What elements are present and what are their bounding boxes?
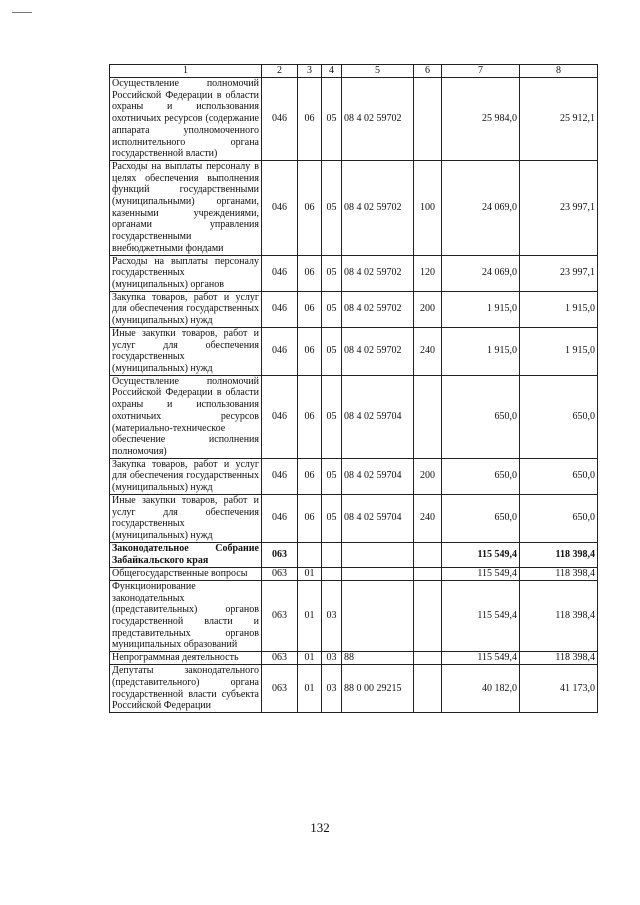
section-code: 06 (298, 160, 322, 255)
table-row (110, 567, 598, 580)
subsection-code: 05 (322, 291, 342, 327)
amount-year-2: 41 173,0 (520, 665, 598, 713)
target-article-code: 08 4 02 59702 (342, 327, 414, 375)
subsection-code: 05 (322, 494, 342, 542)
section-code: 06 (298, 78, 322, 161)
target-article-code: 08 4 02 59702 (342, 78, 414, 161)
subsection-code: 05 (322, 375, 342, 458)
amount-year-2: 118 398,4 (520, 652, 598, 665)
section-code: 01 (298, 567, 322, 580)
table-row (110, 327, 598, 375)
table-row (110, 375, 598, 458)
amount-year-2: 650,0 (520, 375, 598, 458)
target-article-code: 88 (342, 652, 414, 665)
section-code: 06 (298, 255, 322, 291)
amount-year-2: 650,0 (520, 458, 598, 494)
row-name: Расходы на выплаты персоналу в целях обеспечения выполнения функций государственными (муниципальными) органами, казенными учреждениями, органами управления государственными внебюджетными фондами (110, 160, 262, 255)
section-code: 06 (298, 327, 322, 375)
section-code (298, 542, 322, 567)
amount-year-1: 24 069,0 (442, 160, 520, 255)
section-code: 01 (298, 652, 322, 665)
table-row (110, 665, 598, 713)
table-row (110, 542, 598, 567)
amount-year-1: 115 549,4 (442, 652, 520, 665)
scan-corner-mark (12, 12, 32, 13)
subsection-code: 03 (322, 580, 342, 651)
amount-year-1: 40 182,0 (442, 665, 520, 713)
target-article-code (342, 580, 414, 651)
ministry-code: 046 (262, 255, 298, 291)
expense-type-code (414, 542, 442, 567)
ministry-code: 063 (262, 665, 298, 713)
column-number: 3 (298, 65, 322, 78)
amount-year-2: 118 398,4 (520, 567, 598, 580)
table-row (110, 580, 598, 651)
row-name: Функционирование законодательных (представительных) органов государственной власти и представительных органов муниципальных образований (110, 580, 262, 651)
section-code: 06 (298, 458, 322, 494)
amount-year-1: 24 069,0 (442, 255, 520, 291)
amount-year-2: 23 997,1 (520, 255, 598, 291)
column-number: 5 (342, 65, 414, 78)
row-name: Общегосударственные вопросы (110, 567, 262, 580)
target-article-code: 08 4 02 59704 (342, 375, 414, 458)
ministry-code: 046 (262, 78, 298, 161)
expense-type-code: 200 (414, 291, 442, 327)
subsection-code: 05 (322, 327, 342, 375)
amount-year-2: 118 398,4 (520, 542, 598, 567)
column-number: 4 (322, 65, 342, 78)
row-name: Законодательное Собрание Забайкальского края (110, 542, 262, 567)
expense-type-code: 100 (414, 160, 442, 255)
amount-year-1: 115 549,4 (442, 567, 520, 580)
section-code: 06 (298, 494, 322, 542)
expense-type-code (414, 375, 442, 458)
column-number: 1 (110, 65, 262, 78)
target-article-code: 08 4 02 59702 (342, 291, 414, 327)
amount-year-1: 1 915,0 (442, 327, 520, 375)
row-name: Расходы на выплаты персоналу государственных (муниципальных) органов (110, 255, 262, 291)
target-article-code: 88 0 00 29215 (342, 665, 414, 713)
amount-year-2: 650,0 (520, 494, 598, 542)
subsection-code: 03 (322, 652, 342, 665)
target-article-code: 08 4 02 59704 (342, 494, 414, 542)
expense-type-code: 200 (414, 458, 442, 494)
target-article-code (342, 542, 414, 567)
expense-type-code: 240 (414, 494, 442, 542)
ministry-code: 046 (262, 458, 298, 494)
ministry-code: 046 (262, 327, 298, 375)
column-number: 6 (414, 65, 442, 78)
amount-year-1: 115 549,4 (442, 542, 520, 567)
column-number: 2 (262, 65, 298, 78)
subsection-code: 03 (322, 665, 342, 713)
table-row (110, 160, 598, 255)
ministry-code: 063 (262, 567, 298, 580)
row-name: Иные закупки товаров, работ и услуг для обеспечения государственных (муниципальных) нужд (110, 494, 262, 542)
ministry-code: 063 (262, 542, 298, 567)
subsection-code (322, 567, 342, 580)
column-number: 8 (520, 65, 598, 78)
expense-type-code (414, 580, 442, 651)
amount-year-2: 1 915,0 (520, 291, 598, 327)
row-name: Непрограммная деятельность (110, 652, 262, 665)
ministry-code: 046 (262, 291, 298, 327)
amount-year-2: 23 997,1 (520, 160, 598, 255)
expense-type-code (414, 78, 442, 161)
table-row (110, 494, 598, 542)
amount-year-1: 650,0 (442, 375, 520, 458)
section-code: 06 (298, 375, 322, 458)
expense-type-code: 240 (414, 327, 442, 375)
subsection-code: 05 (322, 78, 342, 161)
target-article-code: 08 4 02 59704 (342, 458, 414, 494)
subsection-code (322, 542, 342, 567)
expense-type-code (414, 665, 442, 713)
ministry-code: 063 (262, 652, 298, 665)
row-name: Закупка товаров, работ и услуг для обеспечения государственных (муниципальных) нужд (110, 291, 262, 327)
row-name: Осуществление полномочий Российской Федерации в области охраны и использования охотничьих ресурсов (материально-техническое обеспечение исполнения полномочия) (110, 375, 262, 458)
row-name: Закупка товаров, работ и услуг для обеспечения государственных (муниципальных) нужд (110, 458, 262, 494)
subsection-code: 05 (322, 458, 342, 494)
section-code: 01 (298, 665, 322, 713)
expense-type-code (414, 652, 442, 665)
column-number-row (110, 65, 598, 78)
budget-table (109, 64, 598, 713)
table-row (110, 652, 598, 665)
ministry-code: 046 (262, 494, 298, 542)
table-row (110, 458, 598, 494)
column-number: 7 (442, 65, 520, 78)
table-row (110, 291, 598, 327)
row-name: Осуществление полномочий Российской Федерации в области охраны и использования охотничьих ресурсов (содержание аппарата уполномоченного исполнительного органа государственной власти) (110, 78, 262, 161)
amount-year-1: 25 984,0 (442, 78, 520, 161)
amount-year-1: 115 549,4 (442, 580, 520, 651)
amount-year-2: 118 398,4 (520, 580, 598, 651)
amount-year-1: 650,0 (442, 458, 520, 494)
section-code: 01 (298, 580, 322, 651)
row-name: Иные закупки товаров, работ и услуг для обеспечения государственных (муниципальных) нужд (110, 327, 262, 375)
section-code: 06 (298, 291, 322, 327)
page-number: 132 (310, 820, 330, 835)
amount-year-2: 25 912,1 (520, 78, 598, 161)
ministry-code: 046 (262, 375, 298, 458)
ministry-code: 046 (262, 160, 298, 255)
subsection-code: 05 (322, 160, 342, 255)
amount-year-1: 650,0 (442, 494, 520, 542)
amount-year-1: 1 915,0 (442, 291, 520, 327)
target-article-code: 08 4 02 59702 (342, 255, 414, 291)
expense-type-code: 120 (414, 255, 442, 291)
amount-year-2: 1 915,0 (520, 327, 598, 375)
target-article-code (342, 567, 414, 580)
target-article-code: 08 4 02 59702 (342, 160, 414, 255)
table-row (110, 255, 598, 291)
ministry-code: 063 (262, 580, 298, 651)
subsection-code: 05 (322, 255, 342, 291)
table-row (110, 78, 598, 161)
expense-type-code (414, 567, 442, 580)
table-body (110, 65, 598, 713)
row-name: Депутаты законодательного (представительного) органа государственной власти субъекта Российской Федерации (110, 665, 262, 713)
